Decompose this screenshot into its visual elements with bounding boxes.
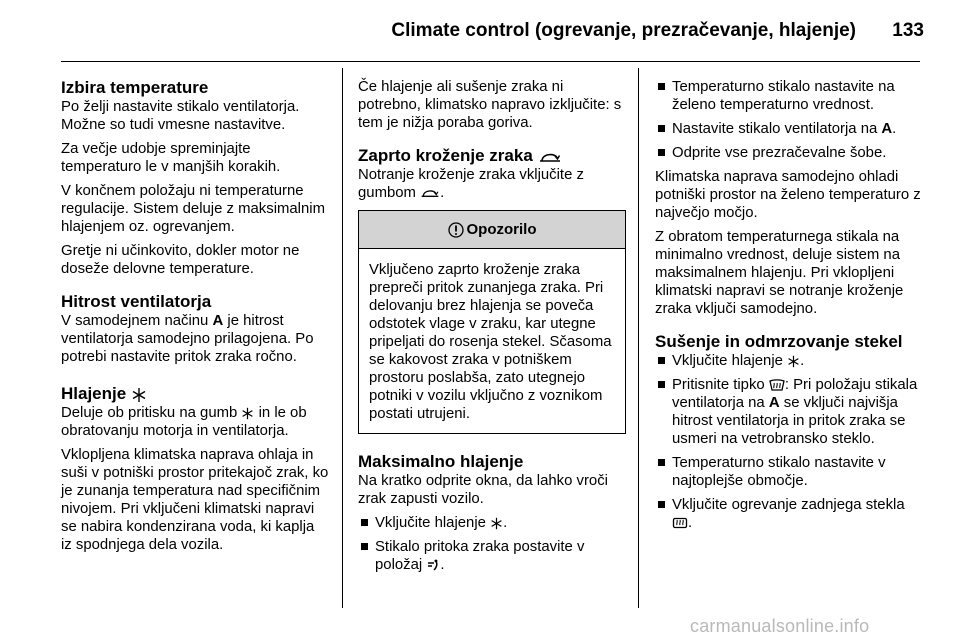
list-item: Temperaturno stikalo nastavite v najtoplejše območje. [655, 454, 923, 490]
page-title: Climate control (ogrevanje, prezračevanje, hlajenje) [391, 20, 856, 41]
list-item: Vključite ogrevanje zadnjega stekla . [655, 496, 923, 532]
bullet-list [655, 352, 923, 532]
header-divider [61, 61, 920, 62]
section-title-fan-speed: Hitrost ventilatorja [61, 292, 212, 311]
list-item: Temperaturno stikalo nastavite na želeno temperaturno vrednost. [655, 78, 923, 114]
list-item: Vključite hlajenje . [358, 514, 626, 532]
page-header [0, 0, 960, 62]
section-title-cooling: Hlajenje [61, 384, 329, 404]
section-title-defrost: Sušenje in odmrzovanje stekel [655, 332, 903, 351]
air-distribution-icon [426, 558, 440, 572]
list-item: Nastavite stikalo ventilatorja na A. [655, 120, 923, 138]
list-item: Vključite hlajenje . [655, 352, 923, 370]
snowflake-icon [787, 355, 800, 368]
paragraph: Vklopljena klimatska naprava ohlaja in suši v potniški prostor pritekajoč zrak, ko je zunanja temperatura nad specifičnim nivojem. Pri vključeni klimatski napravi se nabira kondenzirana voda, ki kaplja iz spodnjega dela vozila. [61, 447, 329, 553]
recirculation-icon [538, 150, 562, 164]
snowflake-icon [241, 407, 254, 420]
warning-icon [448, 222, 464, 238]
page-number: 133 [892, 20, 924, 41]
paragraph: V samodejnem načinu A je hitrost ventilatorja samodejno prilagojena. Po potrebi nastavite pritok zraka ročno. [61, 313, 314, 365]
paragraph: Gretje ni učinkovito, dokler motor ne doseže delovne temperature. [61, 243, 300, 277]
paragraph: Na kratko odprite okna, da lahko vroči zrak zapusti vozilo. [358, 473, 608, 507]
column-3 [655, 78, 923, 538]
section-title-temperature: Izbira temperature [61, 78, 209, 97]
paragraph: Za večje udobje spreminjajte temperaturo le v manjših korakih. [61, 141, 281, 175]
paragraph: Če hlajenje ali sušenje zraka ni potrebno, klimatsko napravo izključite: s tem je nižja poraba goriva. [358, 79, 622, 131]
warning-header [359, 211, 625, 249]
column-divider-1 [342, 68, 343, 608]
column-1 [61, 78, 329, 560]
section-title-max-cooling: Maksimalno hlajenje [358, 452, 524, 471]
list-item: Pritisnite tipko : Pri položaju stikala ventilatorja na A se vključi najvišja hitrost ventilatorja in pritok zraka se usmeri na vetrobransko steklo. [655, 376, 923, 448]
watermark: carmanualsonline.info [690, 616, 870, 636]
column-2 [358, 78, 626, 580]
paragraph: Notranje kroženje zraka vključite z gumbom . [358, 167, 584, 201]
bullet-list [655, 78, 923, 162]
list-item: Odprite vse prezračevalne šobe. [655, 144, 923, 162]
bullet-list [358, 514, 626, 574]
auto-mode-label: A [212, 313, 224, 329]
paragraph: Z obratom temperaturnega stikala na minimalno vrednost, deluje sistem na maksimalnem hlajenju. Pri vklopljeni klimatski napravi se notranje kroženje zraka vključi samodejno. [655, 229, 904, 317]
list-item: Stikalo pritoka zraka postavite v položaj . [358, 538, 626, 574]
section-title-recirculation: Zaprto kroženje zraka [358, 146, 626, 166]
warning-box [358, 210, 626, 434]
warning-title: Opozorilo [466, 220, 537, 238]
paragraph: Klimatska naprava samodejno ohladi potniški prostor na želeno temperaturo z največjo močjo. [655, 169, 921, 221]
snowflake-icon [490, 517, 503, 530]
windshield-defrost-icon [769, 379, 785, 392]
paragraph: Po želji nastavite stikalo ventilatorja. Možne so tudi vmesne nastavitve. [61, 99, 300, 133]
paragraph: Deluje ob pritisku na gumb in le ob obratovanju motorja in ventilatorja. [61, 405, 307, 439]
paragraph: V končnem položaju ni temperaturne regulacije. Sistem deluje z maksimalnim hlajenjem oz. ogrevanjem. [61, 183, 325, 235]
snowflake-icon [131, 387, 147, 403]
column-divider-2 [638, 68, 639, 608]
rear-window-heating-icon [672, 517, 688, 530]
warning-text: Vključeno zaprto kroženje zraka prepreči pritok zunanjega zraka. Pri delovanju brez hlajenja se poveča odstotek vlage v zraku, kar utegne pripeljati do rosenja stekel. Sčasoma se kakovost zraka v potniškem prostoru poslabša, zato utegnejo potniki v vozilu vključno z voznikom postati utrujeni. [369, 262, 612, 422]
recirculation-icon [420, 187, 440, 199]
